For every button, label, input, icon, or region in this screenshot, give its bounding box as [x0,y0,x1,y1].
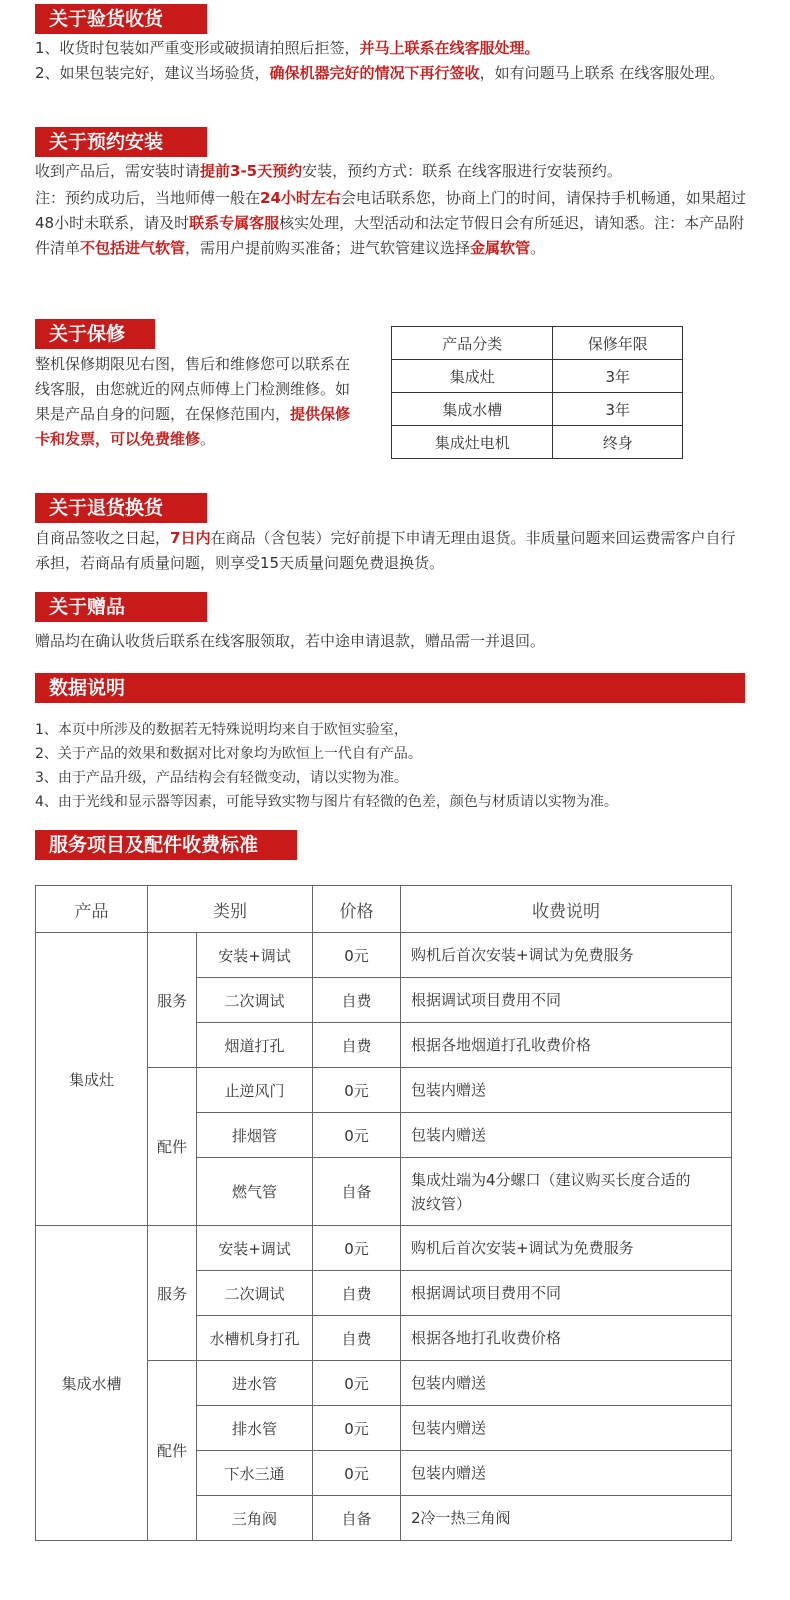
fee-group-parts: 配件 [148,1361,197,1541]
fee-table-header [36,886,732,933]
section-title-data-notes: 数据说明 [35,673,745,703]
section-title-warranty: 关于保修 [35,319,155,349]
warranty-text-highlight: 提供保修卡和发票，可以免费维修 [35,405,351,448]
warranty-table-row [392,426,683,459]
fee-price: 自费 [313,978,401,1023]
installation-note-g: ，需用户提前购买准备；进气软管建议选择 [185,239,471,257]
data-note-item: 4、由于光线和显示器等因素，可能导致实物与图片有轻微的色差，颜色与材质请以实物为准。 [35,794,618,810]
fee-price: 0元 [313,1361,401,1406]
fee-item: 排烟管 [197,1113,313,1158]
fee-note: 根据各地打孔收费价格 [401,1316,732,1361]
installation-note-e: 核实处理，大型活动和法定节假日会有所延迟，请知悉。注：本产品附件清单 [35,214,745,257]
warranty-product: 集成灶电机 [392,426,553,459]
section-title-fees: 服务项目及配件收费标准 [35,830,297,860]
fee-note: 购机后首次安装+调试为免费服务 [401,1226,732,1271]
fee-table [35,885,732,1541]
section-title-returns: 关于退货换货 [35,493,207,523]
warranty-table-row [392,393,683,426]
warranty-product: 集成水槽 [392,393,553,426]
fee-item: 水槽机身打孔 [197,1316,313,1361]
warranty-table [391,326,683,459]
fee-item: 进水管 [197,1361,313,1406]
inspection-item-2-text-c: ，如有问题马上联系 在线客服处理。 [479,64,725,82]
inspection-item-2-highlight: 确保机器完好的情况下再行签收 [269,64,480,82]
section-title-inspection: 关于验货收货 [35,4,207,34]
fee-price: 0元 [313,1068,401,1113]
fee-item: 三角阀 [197,1496,313,1541]
installation-note-a: 注：预约成功后，当地师傅一般在 [35,189,261,207]
fee-price: 0元 [313,1226,401,1271]
installation-line-1-c: 安装，预约方式：联系 在线客服进行安装预约。 [302,162,622,180]
fee-note: 包装内赠送 [401,1068,732,1113]
table-row [36,1226,732,1271]
inspection-item-2-text-a: 2、如果包装完好，建议当场验货， [35,64,270,82]
returns-text-highlight: 7日内 [170,529,211,547]
inspection-item-1-text: 1、收货时包装如严重变形或破损请拍照后拒签， [35,39,360,57]
fee-price: 0元 [313,1113,401,1158]
returns-text [35,526,747,576]
installation-line-1-highlight: 提前3-5天预约 [200,162,303,180]
warranty-table-row [392,360,683,393]
installation-note-i: 。 [530,239,546,257]
fee-product-stove: 集成灶 [36,933,148,1226]
warranty-product: 集成灶 [392,360,553,393]
fee-note: 集成灶端为4分螺口（建议购买长度合适的波纹管） [401,1158,732,1226]
fee-note: 包装内赠送 [401,1406,732,1451]
warranty-period: 3年 [553,360,683,393]
fee-item: 下水三通 [197,1451,313,1496]
data-note-item: 1、本页中所涉及的数据若无特殊说明均来自于欧恒实验室， [35,722,408,738]
fee-note: 包装内赠送 [401,1113,732,1158]
fee-header-product: 产品 [36,886,148,933]
installation-note-c: 会电话联系您，协商上门的时间，请保持手机畅通，如果超过48小时未联系，请及时 [35,189,746,232]
fee-item: 烟道打孔 [197,1023,313,1068]
warranty-period: 3年 [553,393,683,426]
fee-price: 0元 [313,933,401,978]
fee-group-service: 服务 [148,1226,197,1361]
table-row [36,933,732,978]
data-note-item: 3、由于产品升级，产品结构会有轻微变动，请以实物为准。 [35,770,408,786]
fee-price: 0元 [313,1451,401,1496]
warranty-table-header [392,327,683,360]
fee-item: 燃气管 [197,1158,313,1226]
fee-note: 根据各地烟道打孔收费价格 [401,1023,732,1068]
fee-note: 购机后首次安装+调试为免费服务 [401,933,732,978]
fee-price: 自费 [313,1023,401,1068]
fee-price: 自费 [313,1316,401,1361]
section-title-gifts: 关于赠品 [35,592,207,622]
fee-item: 安装+调试 [197,1226,313,1271]
data-note-item: 2、关于产品的效果和数据对比对象均为欧恒上一代自有产品。 [35,746,422,762]
gifts-text: 赠品均在确认收货后联系在线客服领取，若中途申请退款，赠品需一并退回。 [35,632,546,650]
warranty-text-c: 。 [200,430,216,448]
warranty-header-period: 保修年限 [553,327,683,360]
fee-header-price: 价格 [313,886,401,933]
installation-line-1-a: 收到产品后，需安装时请 [35,162,201,180]
fee-note: 根据调试项目费用不同 [401,978,732,1023]
fee-group-service: 服务 [148,933,197,1068]
fee-header-category: 类别 [148,886,313,933]
installation-note [35,186,747,261]
fee-note: 2冷一热三角阀 [401,1496,732,1541]
fee-product-sink: 集成水槽 [36,1226,148,1541]
installation-line-1 [35,159,750,184]
fee-price: 0元 [313,1406,401,1451]
installation-note-b: 24小时左右 [260,189,341,207]
inspection-item-1-highlight: 并马上联系在线客服处理。 [359,39,540,57]
fee-price: 自费 [313,1271,401,1316]
fee-note: 包装内赠送 [401,1451,732,1496]
fee-item: 排水管 [197,1406,313,1451]
warranty-text-a: 整机保修期限见右图，售后和维修您可以联系在线客服，由您就近的网点师傅上门检测维修。如果是产品自身的问题，在保修范围内， [35,355,351,423]
installation-note-h: 金属软管 [470,239,531,257]
fee-note: 根据调试项目费用不同 [401,1271,732,1316]
fee-price: 自备 [313,1496,401,1541]
returns-text-c: 在商品（含包装）完好前提下申请无理由退货。非质量问题来回运费需客户自行承担，若商品有质量问题，则享受15天质量问题免费退换货。 [35,529,736,572]
installation-note-f: 不包括进气软管 [80,239,186,257]
inspection-item-2 [35,61,776,86]
warranty-period: 终身 [553,426,683,459]
fee-group-parts: 配件 [148,1068,197,1226]
inspection-item-1 [35,36,776,61]
fee-item: 止逆风门 [197,1068,313,1113]
fee-header-note: 收费说明 [401,886,732,933]
installation-note-d: 联系专属客服 [189,214,280,232]
returns-text-a: 自商品签收之日起， [35,529,171,547]
fee-item: 二次调试 [197,1271,313,1316]
fee-item: 安装+调试 [197,933,313,978]
fee-price: 自备 [313,1158,401,1226]
warranty-text [35,352,355,452]
fee-item: 二次调试 [197,978,313,1023]
section-title-installation: 关于预约安装 [35,127,207,157]
warranty-header-category: 产品分类 [392,327,553,360]
fee-note: 包装内赠送 [401,1361,732,1406]
